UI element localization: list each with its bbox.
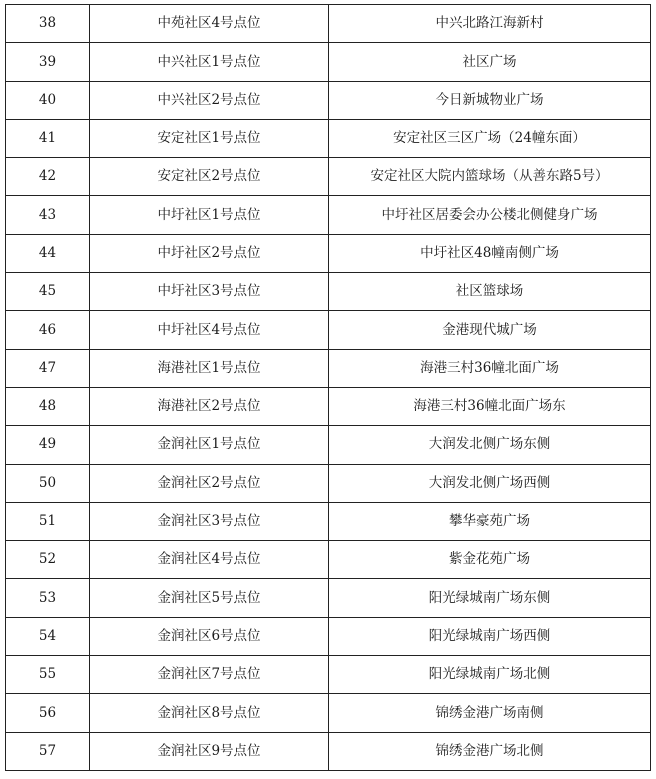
- table-row: [6, 502, 651, 540]
- point-name: 安定社区1号点位: [90, 119, 329, 157]
- row-number: 50: [6, 464, 90, 502]
- point-location: 社区广场: [329, 43, 651, 81]
- row-number: 46: [6, 311, 90, 349]
- row-number: 55: [6, 656, 90, 694]
- point-name: 中圩社区4号点位: [90, 311, 329, 349]
- point-location: 中圩社区48幢南侧广场: [329, 234, 651, 272]
- point-name: 海港社区1号点位: [90, 349, 329, 387]
- table-row: [6, 349, 651, 387]
- table-row: [6, 311, 651, 349]
- row-number: 44: [6, 234, 90, 272]
- point-location: 中兴北路江海新村: [329, 5, 651, 43]
- point-name: 安定社区2号点位: [90, 158, 329, 196]
- row-number: 39: [6, 43, 90, 81]
- table-row: [6, 158, 651, 196]
- row-number: 54: [6, 617, 90, 655]
- row-number: 48: [6, 387, 90, 425]
- row-number: 43: [6, 196, 90, 234]
- point-name: 金润社区3号点位: [90, 502, 329, 540]
- point-name: 金润社区2号点位: [90, 464, 329, 502]
- table-row: [6, 273, 651, 311]
- point-location: 锦绣金港广场南侧: [329, 694, 651, 732]
- table-row: [6, 694, 651, 732]
- point-location: 海港三村36幢北面广场: [329, 349, 651, 387]
- point-location: 今日新城物业广场: [329, 81, 651, 119]
- point-location: 阳光绿城南广场东侧: [329, 579, 651, 617]
- row-number: 57: [6, 732, 90, 770]
- point-location: 锦绣金港广场北侧: [329, 732, 651, 770]
- point-location: 大润发北侧广场西侧: [329, 464, 651, 502]
- point-name: 金润社区7号点位: [90, 656, 329, 694]
- row-number: 40: [6, 81, 90, 119]
- point-location: 安定社区大院内篮球场（从善东路5号）: [329, 158, 651, 196]
- point-location: 海港三村36幢北面广场东: [329, 387, 651, 425]
- point-name: 海港社区2号点位: [90, 387, 329, 425]
- point-location: 安定社区三区广场（24幢东面）: [329, 119, 651, 157]
- table-row: [6, 81, 651, 119]
- row-number: 41: [6, 119, 90, 157]
- table-row: [6, 541, 651, 579]
- point-location: 攀华豪苑广场: [329, 502, 651, 540]
- row-number: 56: [6, 694, 90, 732]
- table-row: [6, 387, 651, 425]
- table-row: [6, 464, 651, 502]
- row-number: 53: [6, 579, 90, 617]
- table-row: [6, 43, 651, 81]
- point-location: 阳光绿城南广场西侧: [329, 617, 651, 655]
- point-name: 中圩社区1号点位: [90, 196, 329, 234]
- table-row: [6, 119, 651, 157]
- row-number: 45: [6, 273, 90, 311]
- table-row: [6, 196, 651, 234]
- point-location: 阳光绿城南广场北侧: [329, 656, 651, 694]
- table-row: [6, 579, 651, 617]
- point-name: 中圩社区2号点位: [90, 234, 329, 272]
- table-row: [6, 234, 651, 272]
- point-name: 中圩社区3号点位: [90, 273, 329, 311]
- point-name: 中兴社区2号点位: [90, 81, 329, 119]
- table-row: [6, 656, 651, 694]
- point-name: 金润社区6号点位: [90, 617, 329, 655]
- point-location: 大润发北侧广场东侧: [329, 426, 651, 464]
- point-name: 中苑社区4号点位: [90, 5, 329, 43]
- table-row: [6, 617, 651, 655]
- point-name: 金润社区5号点位: [90, 579, 329, 617]
- row-number: 49: [6, 426, 90, 464]
- point-location: 紫金花苑广场: [329, 541, 651, 579]
- row-number: 47: [6, 349, 90, 387]
- point-name: 中兴社区1号点位: [90, 43, 329, 81]
- site-table-body: [6, 5, 651, 771]
- table-row: [6, 732, 651, 770]
- point-name: 金润社区8号点位: [90, 694, 329, 732]
- row-number: 42: [6, 158, 90, 196]
- point-location: 中圩社区居委会办公楼北侧健身广场: [329, 196, 651, 234]
- point-name: 金润社区4号点位: [90, 541, 329, 579]
- point-name: 金润社区1号点位: [90, 426, 329, 464]
- point-location: 社区篮球场: [329, 273, 651, 311]
- point-location: 金港现代城广场: [329, 311, 651, 349]
- table-row: [6, 426, 651, 464]
- row-number: 52: [6, 541, 90, 579]
- row-number: 38: [6, 5, 90, 43]
- table-row: [6, 5, 651, 43]
- point-name: 金润社区9号点位: [90, 732, 329, 770]
- row-number: 51: [6, 502, 90, 540]
- site-table: [5, 4, 651, 771]
